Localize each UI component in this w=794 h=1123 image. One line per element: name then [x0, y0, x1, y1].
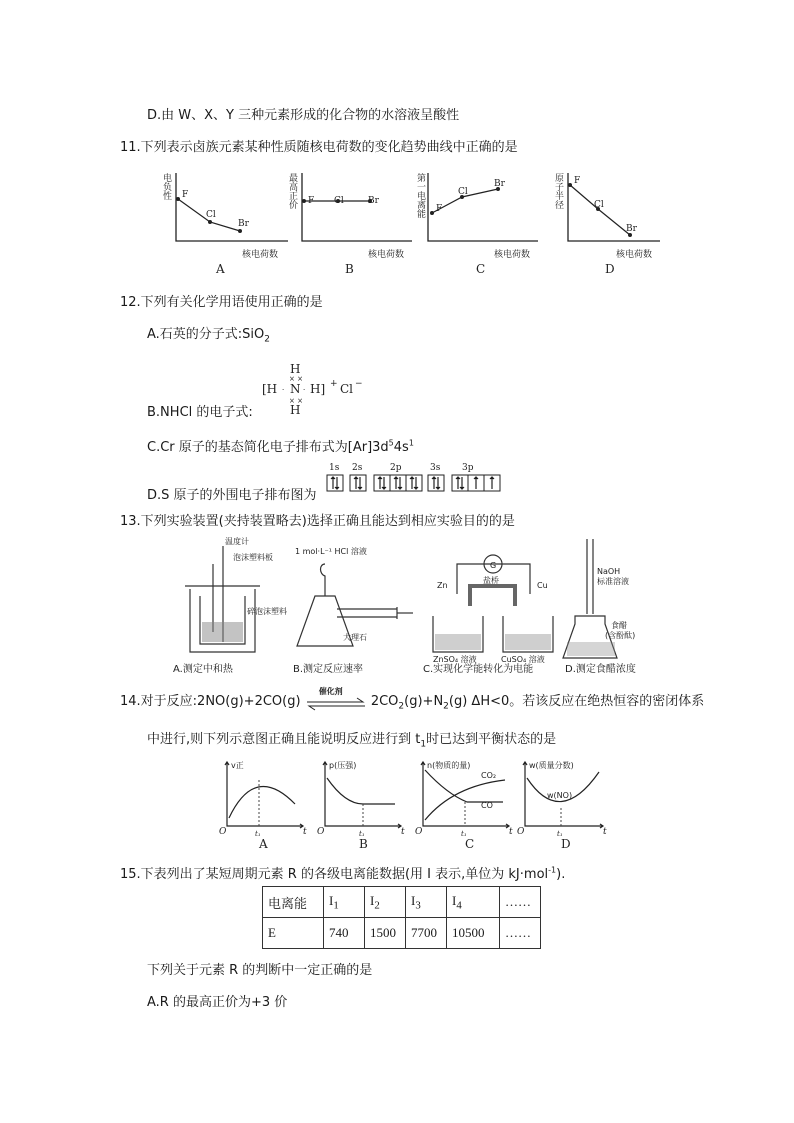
ef-left-bracket-h: [H: [262, 382, 278, 396]
q14-b-curve: [327, 778, 395, 804]
q14-b-letter: B: [359, 837, 368, 850]
q15-sub-stem: 下列关于元素 R 的判断中一定正确的是: [147, 963, 373, 978]
q11-b-cl: Cl: [334, 196, 344, 206]
q11-stem: 11.下列表示卤族元素某种性质随核电荷数的变化趋势曲线中正确的是: [120, 140, 518, 155]
svg-text:O: O: [317, 827, 325, 837]
s-orbital-diagram: [322, 461, 502, 504]
q14-c-co2: CO₂: [481, 771, 497, 780]
ef-center-n: N: [290, 382, 301, 396]
equilibrium-arrow: 催化剂: [305, 695, 367, 709]
table-row: [263, 887, 541, 918]
q13-c-label-zn: Zn: [437, 581, 448, 590]
q14-a-ylabel: v正: [231, 761, 244, 770]
q11-c-f: F: [436, 204, 443, 214]
table-cell: ……: [500, 887, 541, 918]
svg-text:t: t: [401, 827, 405, 837]
svg-text:t: t: [603, 827, 607, 837]
q11-b-br: Br: [368, 196, 379, 206]
q15-stem: 15.下表列出了某短周期元素 R 的各级电离能数据(用 I 表示,单位为 kJ·mol$^{-1}$).: [120, 865, 566, 882]
q14-stem-line1: 14.对于反应:2NO(g)+2CO(g) 催化剂 $2CO_2(g)+N_2(g)$ ΔH<0。若该反应在绝热恒容的密闭体系: [120, 686, 705, 712]
svg-text:O: O: [219, 827, 227, 837]
table-cell: $I_3$: [406, 887, 447, 918]
table-cell: 10500: [447, 918, 500, 949]
q11-d-br: Br: [626, 224, 637, 234]
q12-option-c: C.Cr 原子的基态简化电子排布式为$[Ar]3d^54s^1$: [147, 438, 414, 455]
svg-text:t₁: t₁: [359, 830, 365, 838]
q14-d-wno: w(NO): [547, 791, 573, 800]
q11-a-f: F: [182, 190, 189, 200]
ef-charge: +: [330, 379, 338, 389]
table-cell: ……: [500, 918, 541, 949]
q11-d-ylabel: 原子半径: [553, 173, 563, 209]
q13-c-label-znso4: ZnSO₄ 溶液: [433, 655, 477, 664]
q13-apparatus: [165, 534, 645, 674]
svg-text:t₁: t₁: [255, 830, 261, 838]
table-cell: $I_2$: [365, 887, 406, 918]
orb-label-1s: 1s: [329, 463, 340, 473]
q13-d-caption: D.测定食醋浓度: [565, 664, 636, 674]
q11-d-f: F: [574, 176, 581, 186]
svg-text:O: O: [415, 827, 423, 837]
q11-c-ylabel: 第一电离能: [415, 173, 425, 218]
q13-d-label-naoh: NaOH: [597, 567, 621, 576]
q13-a-label-1: 温度计: [225, 537, 249, 546]
ef-top-h: H: [290, 362, 301, 376]
table-cell: E: [263, 918, 324, 949]
svg-text:× ×: × ×: [289, 375, 303, 383]
q11-a-cl: Cl: [206, 210, 216, 220]
ef-right-h: H]: [310, 382, 326, 396]
q11-c-letter: C: [476, 262, 486, 276]
table-cell: 1500: [365, 918, 406, 949]
svg-text:·: ·: [282, 386, 285, 394]
q10-option-d: D.由 W、X、Y 三种元素形成的化合物的水溶液呈酸性: [147, 108, 460, 123]
q11-d-letter: D: [605, 262, 615, 276]
svg-text:t₁: t₁: [557, 830, 563, 838]
q13-d-label-vinegar: 食醋: [611, 621, 627, 630]
q11-b-xlabel: 核电荷数: [368, 250, 405, 260]
q13-b-label-1: 1 mol·L⁻¹ HCl 溶液: [295, 547, 367, 556]
q15-option-a: A.R 的最高正价为+3 价: [147, 995, 288, 1010]
q11-d-cl: Cl: [594, 200, 604, 210]
q11-a-letter: A: [216, 262, 225, 276]
q12-stem: 12.下列有关化学用语使用正确的是: [120, 295, 323, 310]
ef-anion: Cl: [340, 382, 354, 396]
q12-option-b: B.NHCl 的电子式:: [147, 405, 253, 420]
q14-c-co: CO: [481, 801, 493, 810]
q14-stem-line2: 中进行,则下列示意图正确且能说明反应进行到 $t_1$时已达到平衡状态的是: [147, 732, 557, 750]
q14-a-curve: [229, 786, 295, 818]
svg-text:× ×: × ×: [289, 397, 303, 405]
ionization-energy-table: [262, 886, 541, 949]
q11-d-xlabel: 核电荷数: [616, 250, 653, 260]
table-cell: $I_1$: [324, 887, 365, 918]
q13-d-label-std: 标准溶液: [597, 577, 629, 586]
q11-b-ylabel: 最高正价: [287, 173, 297, 209]
q11-c-cl: Cl: [458, 187, 468, 197]
q11-a-xlabel: 核电荷数: [242, 250, 279, 260]
q11-c-br: Br: [494, 179, 505, 189]
q13-stem: 13.下列实验装置(夹持装置略去)选择正确且能达到相应实验目的的是: [120, 514, 515, 529]
ef-bottom-h: H: [290, 403, 301, 417]
q13-d-label-phenol: (含酚酞): [605, 631, 636, 640]
orb-label-2p: 2p: [390, 463, 402, 473]
table-cell: 电离能: [263, 887, 324, 918]
q13-a-label-3: 碎泡沫塑料: [247, 607, 287, 616]
svg-text:O: O: [517, 827, 525, 837]
table-row: [263, 918, 541, 949]
q13-a-label-2: 泡沫塑料板: [233, 553, 273, 562]
q11-a-br: Br: [238, 219, 249, 229]
svg-text:·: ·: [303, 386, 306, 394]
q13-c-label-bridge: 盐桥: [483, 576, 499, 585]
q14-c-letter: C: [465, 837, 475, 850]
q14-d-ylabel: w(质量分数): [529, 761, 574, 770]
q14-b-ylabel: p(压强): [329, 761, 357, 770]
q12-option-d: D.S 原子的外围电子排布图为: [147, 488, 317, 503]
q13-c-label-g: G: [490, 561, 497, 570]
q13-b-caption: B.测定反应速率: [293, 664, 364, 674]
orb-label-3s: 3s: [430, 463, 441, 473]
table-cell: 740: [324, 918, 365, 949]
q11-d-curve: [570, 185, 630, 235]
q13-c-label-cu: Cu: [537, 581, 548, 590]
q14-d-letter: D: [561, 837, 571, 850]
q11-b-letter: B: [345, 262, 354, 276]
nh4cl-electron-formula: [258, 362, 378, 421]
ef-anion-charge: −: [355, 379, 363, 389]
q14-a-letter: A: [259, 837, 268, 850]
table-cell: $I_4$: [447, 887, 500, 918]
q12-option-a: A.石英的分子式:SiO$_2$: [147, 327, 271, 345]
q11-b-f: F: [308, 196, 315, 206]
table-cell: 7700: [406, 918, 447, 949]
q14-c-ylabel: n(物质的量): [427, 761, 471, 770]
q13-a-caption: A.测定中和热: [173, 664, 233, 674]
svg-text:t₁: t₁: [461, 830, 467, 838]
svg-text:t: t: [303, 827, 307, 837]
q13-b-label-2: 大理石: [343, 633, 367, 642]
q13-c-caption: C.实现化学能转化为电能: [423, 664, 534, 674]
q11-graphs: [160, 165, 670, 280]
q14-graphs: [215, 758, 615, 850]
q13-c-label-cuso4: CuSO₄ 溶液: [501, 655, 545, 664]
svg-text:t: t: [509, 827, 513, 837]
orb-label-3p: 3p: [462, 463, 474, 473]
q11-a-ylabel: 电负性: [161, 173, 171, 200]
q11-c-xlabel: 核电荷数: [494, 250, 531, 260]
orb-label-2s: 2s: [352, 463, 363, 473]
